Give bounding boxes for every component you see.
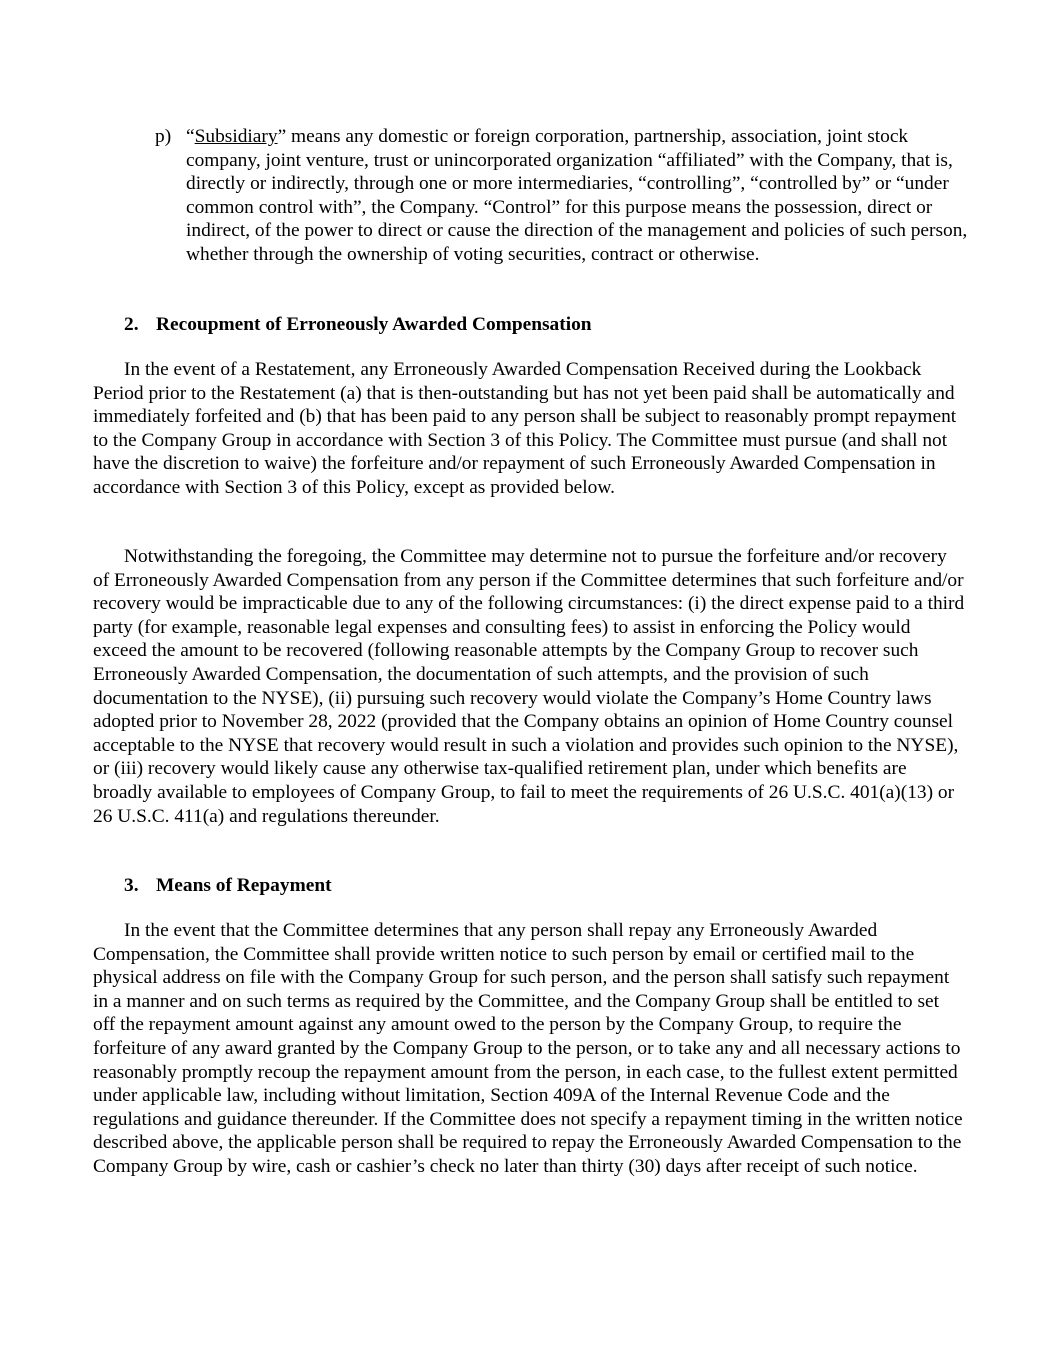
paragraph: Notwithstanding the foregoing, the Committee may determine not to pursue the forfeiture and/or recovery of Erroneously Awarded Compensation from any person if the Committee determines that such forfeiture and/or recovery would be impracticable due to any of the following circumstances: (i) the direct expense paid to a third party (for example, reasonable legal expenses and consulting fees) to assist in enforcing the Policy would exceed the amount to be recovered (following reasonable attempts by the Company Group to recover such Erroneously Awarded Compensation, the documentation of such attempts, and the provision of such documentation to the NYSE), (ii) pursuing such recovery would violate the Company’s Home Country laws adopted prior to November 28, 2022 (provided that the Company obtains an opinion of Home Country counsel acceptable to the NYSE that recovery would result in such a violation and provides such opinion to the NYSE), or (iii) recovery would likely cause any otherwise tax-qualified retirement plan, under which benefits are broadly available to employees of Company Group, to fail to meet the requirements of 26 U.S.C. 401(a)(13) or 26 U.S.C. 411(a) and regulations thereunder. (93, 546, 965, 827)
paragraph: In the event that the Committee determines that any person shall repay any Erroneously Awarded Compensation, the Committee shall provide written notice to such person by email or certified mail to the physical address on file with the Company Group for such person, and the person shall satisfy such repayment in a manner and on such terms as required by the Committee, and the Company Group shall be entitled to set off the repayment amount against any amount owed to the person by the Company Group, to require the forfeiture of any award granted by the Company Group to the person, or to take any and all necessary actions to reasonably promptly recoup the repayment amount from the person, in each case, to the fullest extent permitted under applicable law, including without limitation, Section 409A of the Internal Revenue Code and the regulations and guidance thereunder. If the Committee does not specify a repayment timing in the written notice described above, the applicable person shall be required to repay the Erroneously Awarded Compensation to the Company Group by wire, cash or cashier’s check no later than thirty (30) days after receipt of such notice. (93, 920, 963, 1177)
definition-body: ” means any domestic or foreign corporation, partnership, association, joint stock company, joint venture, trust or unincorporated organization “affiliated” with the Company, that is, directly or indirectly, through one or more intermediaries, “controlling”, “controlled by” or “under common control with”, the Company. “Control” for this purpose means the possession, direct or indirect, of the power to direct or cause the direction of the management and policies of such person, whether through the ownership of voting securities, contract or otherwise. (186, 126, 968, 265)
paragraph: In the event of a Restatement, any Erroneously Awarded Compensation Received during the Lookback Period prior to the Restatement (a) that is then-outstanding but has not yet been paid shall be automatically and immediately forfeited and (b) that has been paid to any person shall be subject to reasonably prompt repayment to the Company Group in accordance with Section 3 of this Policy. The Committee must pursue (and shall not have the discretion to waive) the forfeiture and/or repayment of such Erroneously Awarded Compensation in accordance with Section 3 of this Policy, except as provided below. (93, 359, 957, 498)
section-title: Recoupment of Erroneously Awarded Compensation (156, 314, 592, 335)
section-heading-2 (124, 313, 592, 337)
defined-term: Subsidiary (194, 126, 278, 147)
section-number: 3. (124, 875, 139, 896)
definition-item-subsidiary (155, 125, 975, 267)
open-quote: “ (186, 126, 195, 147)
section-title: Means of Repayment (156, 875, 332, 896)
definition-text (186, 125, 975, 267)
section-number: 2. (124, 314, 139, 335)
list-marker: p) (155, 126, 172, 147)
section-heading-3 (124, 874, 332, 898)
